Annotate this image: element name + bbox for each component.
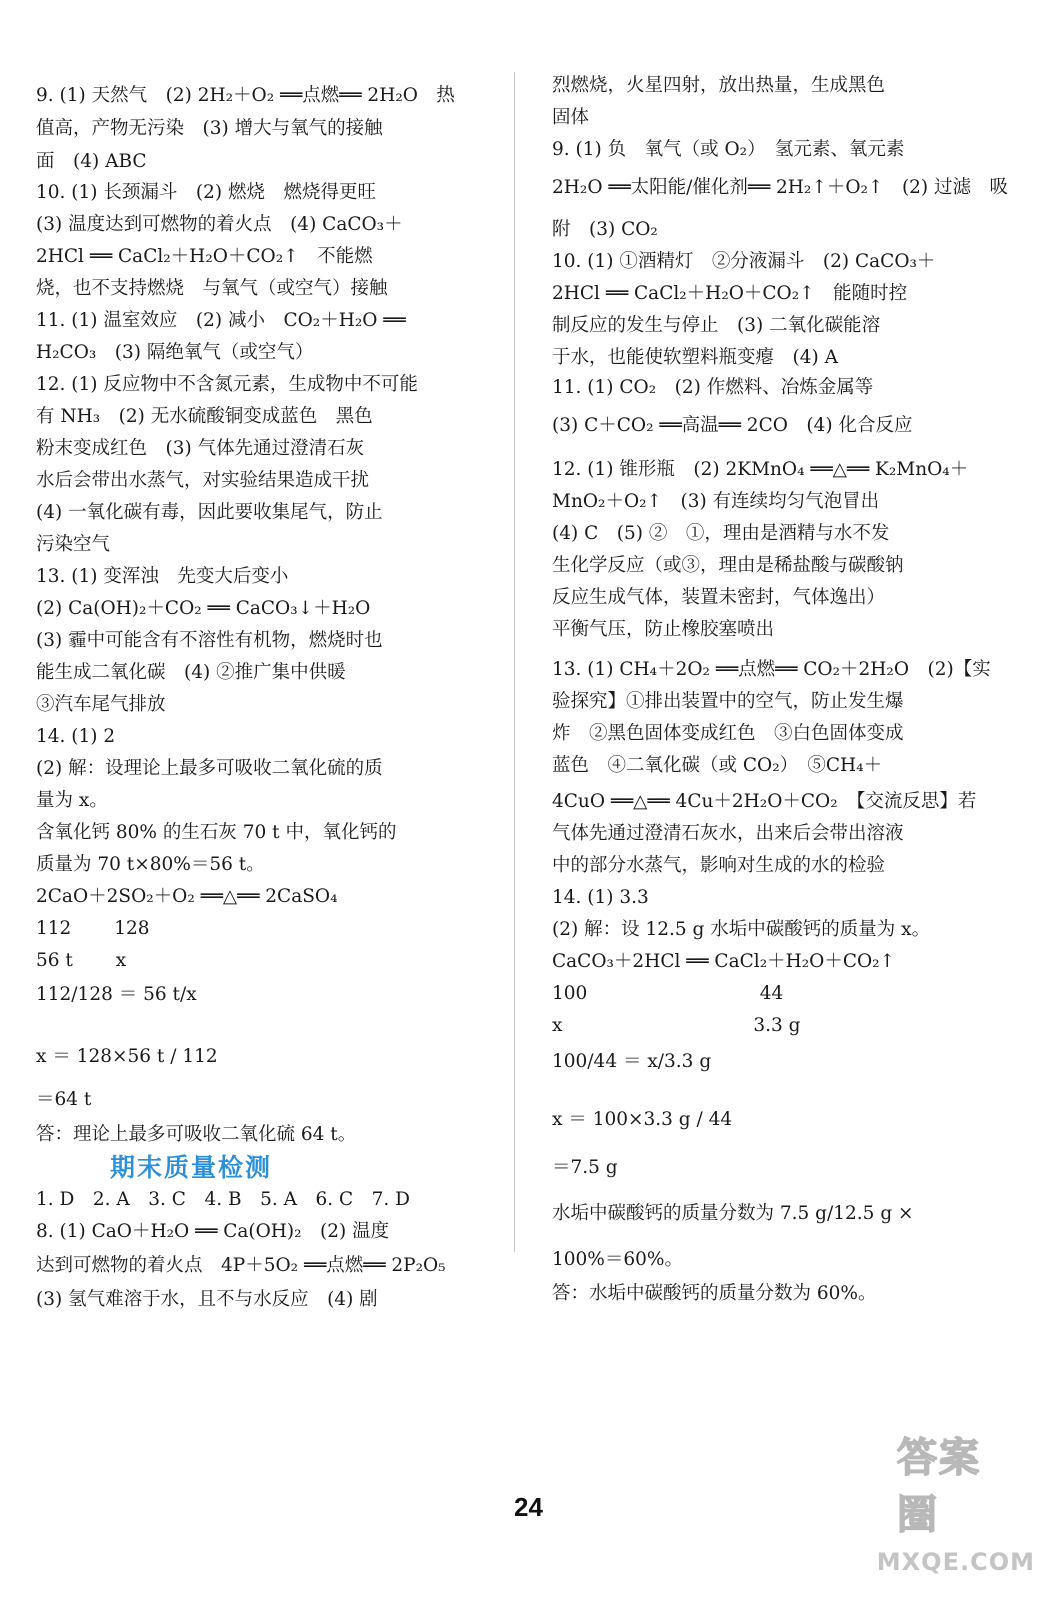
answer-line: (3) 霾中可能含有不溶性有机物，燃烧时也 [36, 630, 383, 651]
answer-line: (3) 温度达到可燃物的着火点 (4) CaCO₃＋ [36, 214, 403, 235]
answer-line: 附 (3) CO₂ [552, 219, 658, 240]
answer-line: (3) C＋CO₂ ══高温══ 2CO (4) 化合反应 [552, 415, 913, 436]
answer-line: 8. (1) CaO＋H₂O ══ Ca(OH)₂ (2) 温度 [36, 1221, 390, 1242]
answer-line: 4CuO ══△══ 4Cu＋2H₂O＋CO₂ 【交流反思】若 [552, 791, 977, 812]
answer-line: (2) 解：设 12.5 g 水垢中碳酸钙的质量为 x。 [552, 919, 931, 940]
answer-line: 112 128 [36, 918, 150, 939]
answer-line: 12. (1) 锥形瓶 (2) 2KMnO₄ ══△══ K₂MnO₄＋ [552, 459, 969, 480]
answer-line: CaCO₃＋2HCl ══ CaCl₂＋H₂O＋CO₂↑ [552, 951, 896, 972]
answer-line: x 3.3 g [552, 1015, 801, 1036]
answer-line: 答：理论上最多可吸收二氧化硫 64 t。 [36, 1124, 357, 1145]
answer-line: 平衡气压，防止橡胶塞喷出 [552, 619, 775, 640]
answer-line: 9. (1) 天然气 (2) 2H₂＋O₂ ══点燃══ 2H₂O 热 [36, 85, 455, 106]
answer-line: 烈燃烧，火星四射，放出热量，生成黑色 [552, 75, 886, 96]
answer-line: 气体先通过澄清石灰水，出来后会带出溶液 [552, 823, 904, 844]
answer-line: (2) Ca(OH)₂＋CO₂ ══ CaCO₃↓＋H₂O [36, 598, 371, 619]
answer-line: 2H₂O ══太阳能/催化剂══ 2H₂↑＋O₂↑ (2) 过滤 吸 [552, 177, 1009, 198]
answer-line: 2CaO＋2SO₂＋O₂ ══△══ 2CaSO₄ [36, 886, 338, 907]
answer-line: 14. (1) 2 [36, 726, 116, 747]
answer-line: 生化学反应（或③，理由是稀盐酸与碳酸钠 [552, 555, 904, 576]
answer-line: 固体 [552, 107, 590, 128]
answer-line: 制反应的发生与停止 (3) 二氧化碳能溶 [552, 315, 881, 336]
answer-line: 污染空气 [36, 534, 111, 555]
answer-line: H₂CO₃ (3) 隔绝氧气（或空气） [36, 342, 314, 363]
answer-line: 烧，也不支持燃烧 与氧气（或空气）接触 [36, 278, 388, 299]
watermark-logo-mark: 答案圈 [897, 1435, 981, 1538]
answer-line: 值高，产物无污染 (3) 增大与氧气的接触 [36, 118, 383, 139]
answer-line: 量为 x。 [36, 790, 108, 811]
answer-line: 100%＝60%。 [552, 1249, 684, 1270]
answer-line: x ＝ 128×56 t / 112 [36, 1046, 218, 1067]
answer-line: 答：水垢中碳酸钙的质量分数为 60%。 [552, 1283, 877, 1304]
answer-line: 11. (1) 温室效应 (2) 减小 CO₂＋H₂O ══ [36, 310, 406, 331]
answer-line: 12. (1) 反应物中不含氮元素，生成物中不可能 [36, 374, 418, 395]
answer-line: 验探究】①排出装置中的空气，防止发生爆 [552, 691, 904, 712]
answer-line: 11. (1) CO₂ (2) 作燃料、冶炼金属等 [552, 377, 874, 398]
answer-line: ＝7.5 g [552, 1157, 618, 1178]
answer-line: 达到可燃物的着火点 4P＋5O₂ ══点燃══ 2P₂O₅ [36, 1255, 446, 1276]
column-divider [514, 72, 515, 1252]
answer-line: 蓝色 ④二氧化碳（或 CO₂） ⑤CH₄＋ [552, 755, 883, 776]
page-number: 24 [514, 1492, 543, 1522]
answer-line: (4) C (5) ② ①，理由是酒精与水不发 [552, 523, 890, 544]
watermark-logo [876, 1435, 1047, 1590]
answer-line: (3) 氢气难溶于水，且不与水反应 (4) 剧 [36, 1289, 378, 1310]
answer-line: 1. D 2. A 3. C 4. B 5. A 6. C 7. D [36, 1189, 411, 1210]
answer-line: 112/128 ＝ 56 t/x [36, 984, 197, 1005]
answer-line: 100 44 [552, 983, 784, 1004]
answer-line: 质量为 70 t×80%＝56 t。 [36, 854, 265, 875]
answer-line: x ＝ 100×3.3 g / 44 [552, 1109, 733, 1130]
answer-line: 能生成二氧化碳 (4) ②推广集中供暖 [36, 662, 346, 683]
answer-line: 10. (1) 长颈漏斗 (2) 燃烧 燃烧得更旺 [36, 182, 376, 203]
answer-line: 10. (1) ①酒精灯 ②分液漏斗 (2) CaCO₃＋ [552, 251, 936, 272]
answer-line: (4) 一氧化碳有毒，因此要收集尾气，防止 [36, 502, 383, 523]
answer-line: 2HCl ══ CaCl₂＋H₂O＋CO₂↑ 能随时控 [552, 283, 908, 304]
section-title: 期末质量检测 [110, 1153, 273, 1182]
answer-line: 于水，也能使软塑料瓶变瘪 (4) A [552, 347, 838, 368]
answer-line: (2) 解：设理论上最多可吸收二氧化硫的质 [36, 758, 383, 779]
answer-line: 炸 ②黑色固体变成红色 ③白色固体变成 [552, 723, 904, 744]
answer-line: 水垢中碳酸钙的质量分数为 7.5 g/12.5 g × [552, 1203, 914, 1224]
answer-line: 有 NH₃ (2) 无水硫酸铜变成蓝色 黑色 [36, 406, 373, 427]
answer-line: ③汽车尾气排放 [36, 694, 166, 715]
answer-line: 中的部分水蒸气，影响对生成的水的检验 [552, 855, 886, 876]
answer-line: 100/44 ＝ x/3.3 g [552, 1051, 712, 1072]
answer-line: MnO₂＋O₂↑ (3) 有连续均匀气泡冒出 [552, 491, 880, 512]
answer-line: ＝64 t [36, 1089, 92, 1110]
watermark-url: MXQE.COM [876, 1548, 1035, 1576]
answer-line: 水后会带出水蒸气，对实验结果造成干扰 [36, 470, 370, 491]
answer-line: 粉末变成红色 (3) 气体先通过澄清石灰 [36, 438, 365, 459]
answer-line: 反应生成气体，装置未密封，气体逸出） [552, 587, 886, 608]
answer-line: 2HCl ══ CaCl₂＋H₂O＋CO₂↑ 不能燃 [36, 246, 373, 267]
answer-line: 含氧化钙 80% 的生石灰 70 t 中，氧化钙的 [36, 822, 397, 843]
answer-line: 面 (4) ABC [36, 151, 147, 172]
answer-line: 14. (1) 3.3 [552, 887, 649, 908]
answer-line: 56 t x [36, 950, 127, 971]
answer-line: 13. (1) 变浑浊 先变大后变小 [36, 566, 289, 587]
answer-line: 13. (1) CH₄＋2O₂ ══点燃══ CO₂＋2H₂O (2)【实 [552, 659, 991, 680]
answer-line: 9. (1) 负 氧气（或 O₂） 氢元素、氧元素 [552, 139, 905, 160]
